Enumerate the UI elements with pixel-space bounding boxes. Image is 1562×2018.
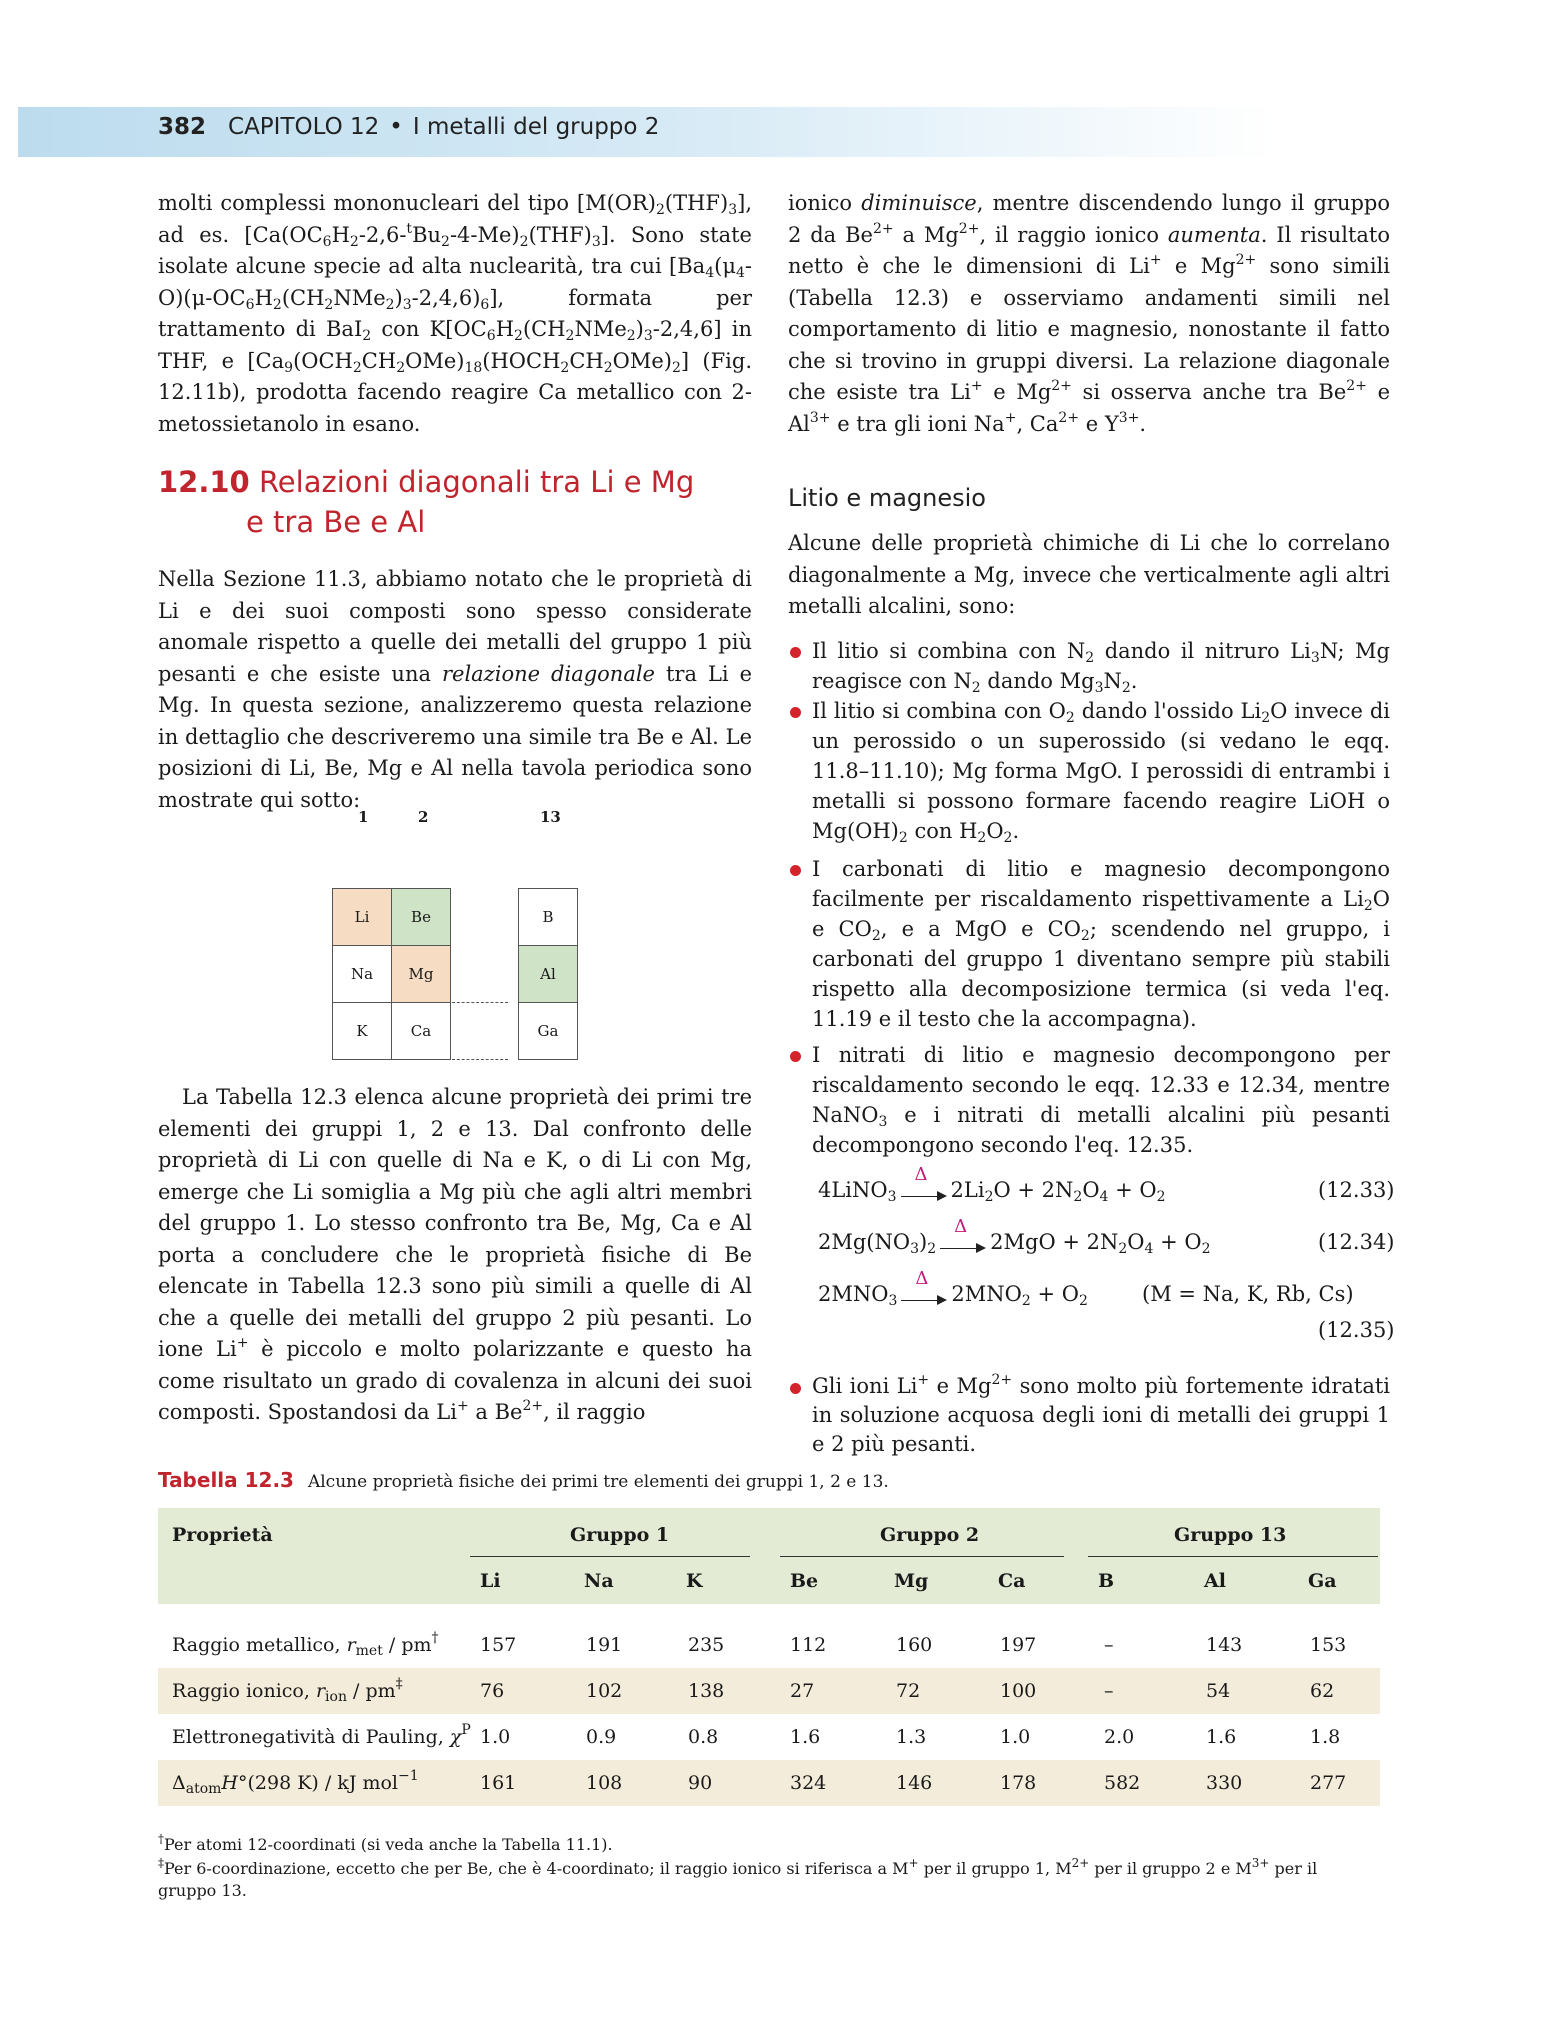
table-cell: 582 [1104,1772,1141,1794]
list-item: Il litio si combina con $N_2$ dando il nitruro $Li_3N$; Mg reagisce con $N_2$ dando $Mg_3N_2$. [788,636,1390,696]
section-title-line2: e tra Be e Al [246,505,426,539]
running-header [158,114,659,140]
footnote-2: ‡Per 6-coordinazione, eccetto che per Be, che è 4-coordinato; il raggio ionico si riferisca a M+ per il gruppo 1, $M^{2+}$ per il gruppo 2 e $M^{3+}$ per il gruppo 13. [158,1856,1318,1900]
table-cell: 27 [790,1680,815,1702]
page-number: 382 [158,114,207,140]
row-label: $\Delta_{atom}H^\circ(298$ K) / kJ mol$^{-1}$ [172,1768,419,1797]
heat-arrow-icon: Δ [901,1286,947,1306]
bullet-dot [790,707,801,718]
table-cell: 277 [1310,1772,1347,1794]
table-cell: 143 [1206,1634,1243,1656]
left-paragraph-2: Nella Sezione 11.3, abbiamo notato che le proprietà di Li e dei suoi composti sono spesso considerate anomale rispetto a quelle dei metalli del gruppo 1 più pesanti e che esiste una relazione diagonale tra Li e Mg. In questa sezione, analizzeremo questa relazione in dettaglio che descriveremo una simile tra Be e Al. Le posizioni di Li, Be, Mg e Al nella tavola periodica sono mostrate qui sotto: [158,567,752,812]
right-paragraph-1: ionico diminuisce, mentre discendendo lungo il gruppo 2 da $Be^{2+}$ a $Mg^{2+}$, il raggio ionico aumenta. Il risultato netto è che le dimensioni di Li+ e $Mg^{2+}$ sono simili (Tabella 12.3) e osserviamo andamenti simili nel comportamento di litio e magnesio, nonostante il fatto che si trovino in gruppi diversi. La relazione diagonale che esiste tra Li+ e $Mg^{2+}$ si osserva anche tra $Be^{2+}$ e $Al^{3+}$ e tra gli ioni Na+, $Ca^{2+}$ e $Y^{3+}$. [788,191,1390,436]
cell-k: K [332,1002,392,1060]
group-label-13: 13 [540,808,561,826]
table-cell: 197 [1000,1634,1037,1656]
heat-arrow-icon: Δ [901,1182,947,1202]
table-cell: 138 [688,1680,725,1702]
subsection-title: Litio e magnesio [788,484,986,512]
bullet-dot [790,647,801,658]
section-title [158,462,694,542]
cell-be: Be [391,888,451,946]
group-header-2: Gruppo 2 [880,1524,980,1546]
property-list-end [788,1372,1390,1459]
table-cell: 160 [896,1634,933,1656]
table-cell: 2.0 [1104,1726,1135,1748]
equation-label: (12.34) [1318,1230,1395,1254]
group-rule [470,1556,750,1557]
table-cell: 1.0 [480,1726,511,1748]
table-cell: – [1104,1634,1114,1656]
table-caption [158,1468,889,1492]
group-header-1: Gruppo 1 [570,1524,670,1546]
cell-li: Li [332,888,392,946]
table-cell: 102 [586,1680,623,1702]
table-row [158,1622,1380,1668]
property-header: Proprietà [172,1524,273,1546]
cell-b: B [518,888,578,946]
cell-al: Al [518,945,578,1003]
cell-mg: Mg [391,945,451,1003]
list-item: I carbonati di litio e magnesio decompongono facilmente per riscaldamento rispettivamente a $Li_2O$ e $CO_2$, e a MgO e $CO_2$; scendendo nel gruppo, i carbonati del gruppo 1 diventano sempre più stabili rispetto alla decomposizione termica (si veda l'eq. 11.19 e il testo che la accompagna). [788,854,1390,1034]
bullet-dot [790,1051,801,1062]
table-cell: 1.6 [790,1726,821,1748]
table-cell: 0.8 [688,1726,719,1748]
chapter-label: CAPITOLO 12 [228,114,380,140]
cell-ga: Ga [518,1002,578,1060]
property-list [788,636,1390,1160]
table-cell: 157 [480,1634,517,1656]
list-item: I nitrati di litio e magnesio decompongono per riscaldamento secondo le eqq. 12.33 e 12.34, mentre NaNO$_3$ e i nitrati di metalli alcalini più pesanti decompongono secondo l'eq. 12.35. [788,1040,1390,1160]
table-cell: 1.8 [1310,1726,1341,1748]
equation-12-33: 4LiNO$_3$ Δ $2Li_2O + 2N_2O_4 + O_2$ [818,1163,1166,1205]
gap-line-bottom [452,1059,508,1060]
row-label: Raggio ionico, $r_{ion} / pm^\ddagger$ [172,1676,403,1705]
table-row [158,1760,1380,1806]
element-header: Be [790,1570,819,1592]
table-cell: 178 [1000,1772,1037,1794]
element-header: Na [584,1570,614,1592]
table-row [158,1714,1380,1760]
row-label: Elettronegatività di Pauling, $\chi^P$ [172,1722,471,1748]
element-header: B [1098,1570,1115,1592]
table-cell: 90 [688,1772,713,1794]
table-header [158,1508,1380,1604]
cell-na: Na [332,945,392,1003]
chapter-title: I metalli del gruppo 2 [412,114,660,140]
table-cell: – [1104,1680,1114,1702]
list-item: Gli ioni Li+ e $Mg^{2+}$ sono molto più fortemente idratati in soluzione acquosa degli ioni di metalli dei gruppi 1 e 2 più pesanti. [788,1372,1390,1459]
left-paragraph-3: La Tabella 12.3 elenca alcune proprietà dei primi tre elementi dei gruppi 1, 2 e 13. Dal confronto delle proprietà di Li con quelle di Na e K, o di Li con Mg, emerge che Li somiglia a Mg più che agli altri membri del gruppo 1. Lo stesso confronto tra Be, Mg, Ca e Al porta a concludere che le proprietà fisiche di Be elencate in Tabella 12.3 sono più simili a quelle di Al che a quelle dei metalli del gruppo 2 più pesanti. Lo ione Li+ è piccolo e molto polarizzante e questo ha come risultato un grado di covalenza in alcuni dei suoi composti. Spostandosi da Li+ a $Be^{2+}$, il raggio [158,1085,752,1424]
table-cell: 161 [480,1772,517,1794]
equation-12-34: $2Mg(NO_3)_2$ Δ $2MgO + 2N_2O_4 + O_2$ [818,1215,1211,1257]
table-cell: 100 [1000,1680,1037,1702]
element-header: K [686,1570,703,1592]
table-cell: 1.6 [1206,1726,1237,1748]
table-cell: 330 [1206,1772,1243,1794]
group-header-13: Gruppo 13 [1174,1524,1287,1546]
bullet-dot [790,865,801,876]
table-row [158,1668,1380,1714]
table-cell: 235 [688,1634,725,1656]
group-label-2: 2 [418,808,429,826]
table-cell: 324 [790,1772,827,1794]
gap-line-top [452,1002,508,1003]
properties-table [158,1508,1380,1806]
list-item: Il litio si combina con $O_2$ dando l'ossido $Li_2O$ invece di un perossido o un superossido (si vedano le eqq. 11.8–11.10); Mg forma MgO. I perossidi di entrambi i metalli si possono formare facendo reagire LiOH o $Mg(OH)_2$ con $H_2O_2$. [788,696,1390,846]
element-header: Mg [894,1570,929,1592]
table-cell: 1.3 [896,1726,927,1748]
element-header: Ca [998,1570,1026,1592]
table-cell: 54 [1206,1680,1231,1702]
right-paragraph-2: Alcune delle proprietà chimiche di Li che lo correlano diagonalmente a Mg, invece che verticalmente agli altri metalli alcalini, sono: [788,531,1390,618]
group-rule [780,1556,1064,1557]
table-cell: 112 [790,1634,827,1656]
heat-arrow-icon: Δ [940,1234,986,1254]
table-cell: 1.0 [1000,1726,1031,1748]
footnote-1: †Per atomi 12-coordinati (si veda anche la Tabella 11.1). [158,1832,613,1854]
group-rule [1088,1556,1378,1557]
periodic-table-excerpt [330,808,590,1068]
equation-label: (12.33) [1318,1178,1395,1202]
equation-12-35: $2MNO_3$ Δ $2MNO_2 + O_2$ [818,1267,1088,1309]
row-label: Raggio metallico, $r_{met} / pm^\dagger$ [172,1630,439,1659]
table-cell: 191 [586,1634,623,1656]
cell-ca: Ca [391,1002,451,1060]
table-cell: 153 [1310,1634,1347,1656]
element-header: Al [1204,1570,1226,1592]
bullet-dot [790,1383,801,1394]
table-cell: 76 [480,1680,505,1702]
left-paragraph-1: molti complessi mononucleari del tipo $[M(OR)_2(THF)_3]$, ad es. $[Ca(OC_6H_2-2,6-^tBu_2-4-Me)_2(THF)_3]$. Sono state isolate alcune specie ad alta nuclearità, tra cui $[Ba_4(\mu_4-O)(\mu-OC_6H_2(CH_2NMe_2)_3-2,4,6)_6]$, formata per trattamento di BaI$_2$ con $K[OC_6H_2(CH_2NMe_2)_3-2,4,6]$ in THF, e $[Ca_9(OCH_2CH_2OMe)_{18}(HOCH_2CH_2OMe)_2]$ (Fig. 12.11b), prodotta facendo reagire Ca metallico con 2-metossietanolo in esano. [158,191,753,436]
element-header: Li [480,1570,501,1592]
equation-label: (12.35) [1318,1318,1395,1342]
table-cell: 72 [896,1680,921,1702]
equation-condition: (M = Na, K, Rb, Cs) [1142,1282,1354,1306]
table-caption-text: Alcune proprietà fisiche dei primi tre elementi dei gruppi 1, 2 e 13. [307,1472,889,1492]
element-header: Ga [1308,1570,1337,1592]
table-cell: 108 [586,1772,623,1794]
header-bullet: • [389,114,403,140]
table-cell: 0.9 [586,1726,617,1748]
group-label-1: 1 [358,808,369,826]
section-number: 12.10 [158,465,250,499]
section-title-line1: Relazioni diagonali tra Li e Mg [258,465,695,499]
table-label: Tabella 12.3 [158,1468,294,1492]
table-cell: 62 [1310,1680,1335,1702]
table-cell: 146 [896,1772,933,1794]
